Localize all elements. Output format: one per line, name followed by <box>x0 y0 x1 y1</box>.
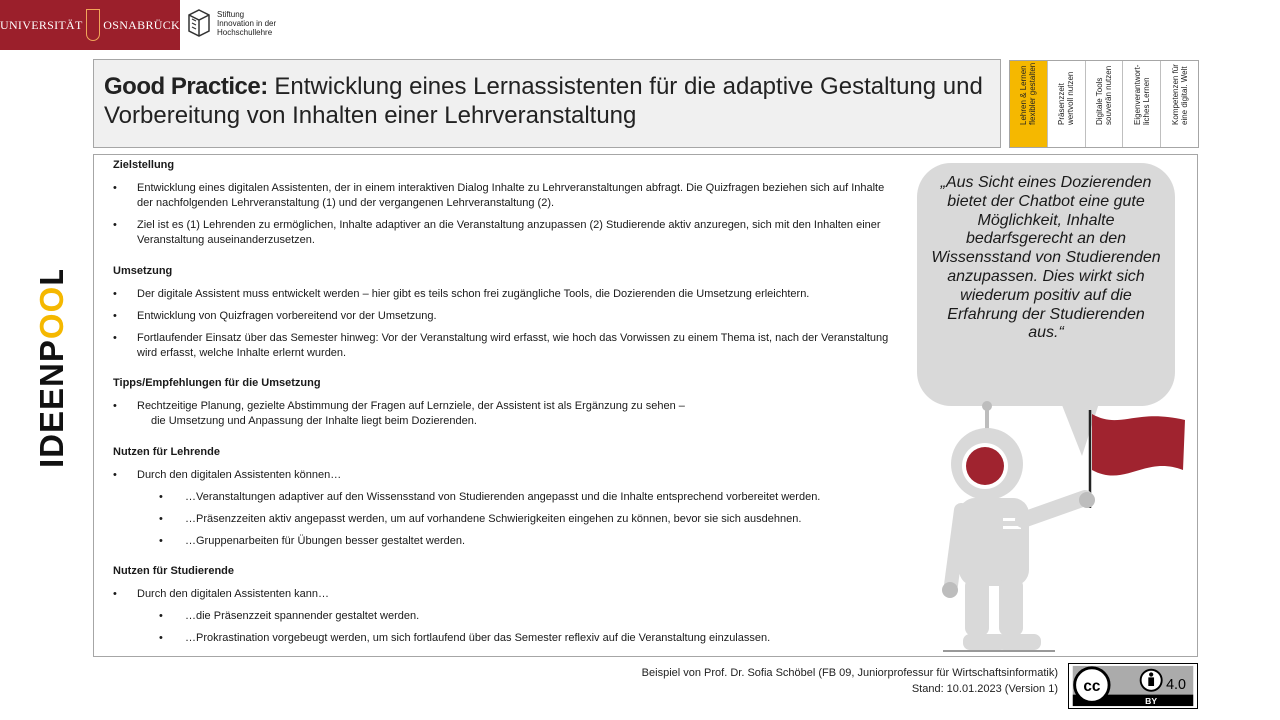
list-item: • Durch den digitalen Assistenten kann… <box>113 587 893 602</box>
ideenpool-brand <box>30 270 70 470</box>
university-logo-left: UNIVERSITÄT <box>0 17 83 32</box>
category-label: Kompetenzen für eine digital. Welt <box>1170 64 1189 125</box>
category-label: Digitale Tools souverän nutzen <box>1094 65 1113 125</box>
list-item: • Fortlaufender Einsatz über das Semester hinweg: Vor der Veranstaltung wird erfasst, wie hoch das Vorwissen zu einem Thema ist, nach der Veranstaltung wird erfasst, welche Inhalte erlernt wurden. <box>113 331 893 361</box>
stiftung-line-2: Innovation in der <box>217 18 277 28</box>
title-box <box>93 59 1001 148</box>
list-item: • Entwicklung eines digitalen Assistenten, der in einem interaktiven Dialog Inhalte zu Lehrveranstaltungen abfragt. Die Quizfragen beziehen sich auf Inhalte der nachfolgenden Lehrveranstaltung (1) und der vergangenen Lehrveranstaltung (2). <box>113 181 893 211</box>
list-item: • Ziel ist es (1) Lehrenden zu ermöglichen, Inhalte adaptiver an die Veranstaltung anzupassen (2) Studierende aktiv anzuregen, sich mit den Inhalten einer Veranstaltung auseinanderzusetzen. <box>113 218 893 248</box>
title-text: Entwicklung eines Lernassistenten für die adaptive Gestaltung und Vorbereitung von Inhalten einer Lehrveranstaltung <box>104 73 983 129</box>
footer-date: Stand: 10.01.2023 (Version 1) <box>911 683 1058 695</box>
heading-tipps: Tipps/Empfehlungen für die Umsetzung <box>113 377 321 389</box>
tipps-line-2: die Umsetzung und Anpassung der Inhalte liegt beim Dozierenden. <box>151 415 477 427</box>
university-seal-icon <box>86 9 101 41</box>
heading-nutzen-lehrende: Nutzen für Lehrende <box>113 446 220 458</box>
ideenpool-text: IDEENPOOL <box>33 270 70 468</box>
footer-author: Beispiel von Prof. Dr. Sofia Schöbel (FB 09, Juniorprofessur für Wirtschaftsinformatik) <box>641 667 1058 679</box>
page-title <box>104 72 990 130</box>
stiftung-cube-icon <box>187 8 211 38</box>
list-item: • Entwicklung von Quizfragen vorbereitend vor der Umsetzung. <box>113 309 893 324</box>
list-item <box>113 399 893 429</box>
stiftung-text <box>217 10 276 37</box>
license-by: BY <box>1145 696 1158 707</box>
sub-list-item: • …Gruppenarbeiten für Übungen besser gestaltet werden. <box>113 534 893 549</box>
license-version: 4.0 <box>1166 676 1187 693</box>
list-item: • Der digitale Assistent muss entwickelt werden – hier gibt es teils schon frei zugängliche Tools, die Dozierenden die Umsetzung erleichtern. <box>113 287 893 302</box>
ideenpool-wordmark <box>30 270 70 470</box>
sub-list-item: • …Veranstaltungen adaptiver auf den Wissensstand von Studierenden angepasst und die Inhalte entsprechend vorbereitet werden. <box>113 490 893 505</box>
heading-zielstellung: Zielstellung <box>113 159 175 171</box>
category-label: Lehren & Lernen flexibler gestalten <box>1019 62 1038 125</box>
cc-text: cc <box>1083 677 1101 695</box>
heading-nutzen-studierende: Nutzen für Studierende <box>113 565 235 577</box>
quote-bubble <box>917 163 1175 406</box>
stiftung-line-3: Hochschullehre <box>217 27 273 37</box>
astronaut-illustration <box>935 400 1195 658</box>
sub-list-item: • …die Präsenzzeit spannender gestaltet werden. <box>113 609 893 624</box>
category-tools <box>1086 61 1124 147</box>
university-logo-right: OSNABRÜCK <box>103 17 180 32</box>
sub-list-item: • …Präsenzzeiten aktiv angepasst werden, um auf vorhandene Schwierigkeiten eingehen zu können, bevor sie sich ausdehnen. <box>113 512 893 527</box>
category-flexibel <box>1010 61 1048 147</box>
sub-list-item: • …Prokrastination vorgebeugt werden, um sich fortlaufend über das Semester reflexiv auf die Veranstaltung einzulassen. <box>113 631 893 646</box>
university-logo <box>0 0 180 50</box>
category-table <box>1009 60 1199 148</box>
tipps-line-1: Rechtzeitige Planung, gezielte Abstimmung der Fragen auf Lernziele, der Assistent ist als Ergänzung zu sehen – <box>137 400 685 412</box>
list-item: • Durch den digitalen Assistenten können… <box>113 468 893 483</box>
category-praesenz <box>1048 61 1086 147</box>
heading-umsetzung: Umsetzung <box>113 265 173 277</box>
category-eigenverantwortlich <box>1123 61 1161 147</box>
category-label: Präsenzzeit wertvoll nutzen <box>1057 71 1076 125</box>
stiftung-line-1: Stiftung <box>217 9 245 19</box>
cc-license-badge <box>1068 663 1198 709</box>
category-kompetenzen <box>1161 61 1198 147</box>
footer <box>642 665 1058 697</box>
quote-text: „Aus Sicht eines Dozierenden bietet der Chatbot eine gute Möglichkeit, Inhalte bedarfsgerecht an den Wissensstand von Studierenden anzupassen. Dies wirkt sich wiederum positiv auf die Erfahrung der Studierenden aus.“ <box>931 174 1161 342</box>
category-label: Eigenverantwort- liches Lernen <box>1132 64 1151 125</box>
content-text <box>113 158 893 646</box>
title-bold: Good Practice: <box>104 73 268 100</box>
stiftung-logo <box>187 8 276 38</box>
